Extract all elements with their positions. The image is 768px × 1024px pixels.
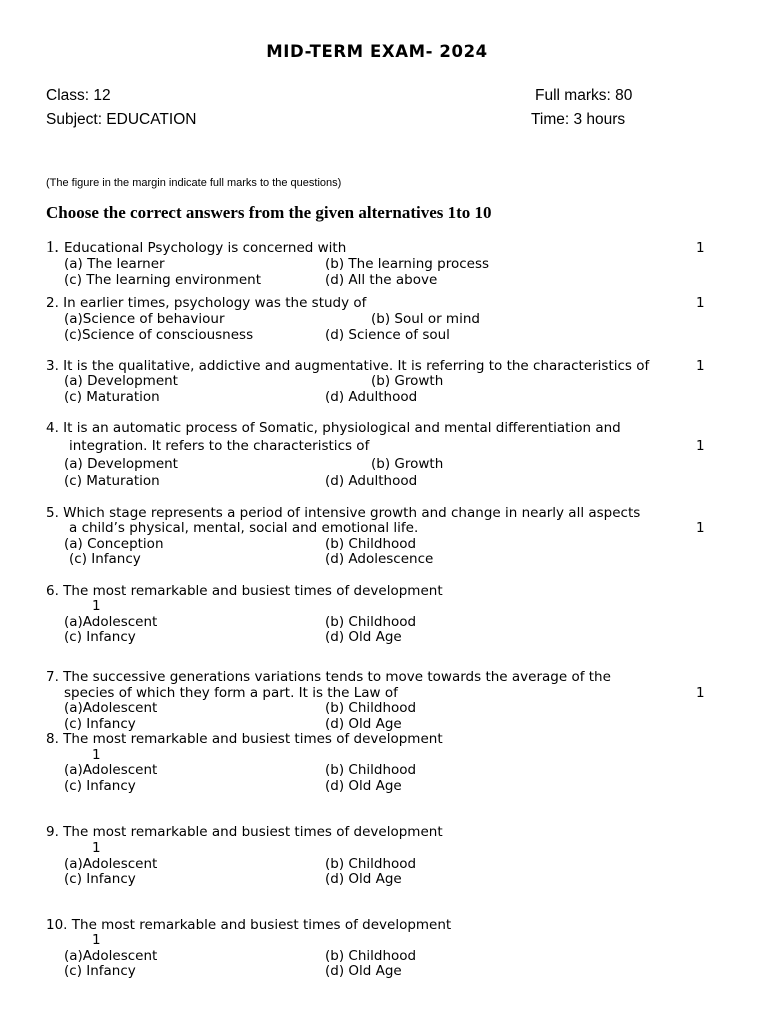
full-marks-label: Full marks: 80 <box>535 87 633 104</box>
option-a: (a)Adolescent <box>64 856 158 872</box>
question-text: 10. The most remarkable and busiest times of development <box>46 917 452 933</box>
page-title: MID-TERM EXAM- 2024 <box>266 42 488 61</box>
question-marks: 1 <box>92 840 101 856</box>
option-b: (b) Childhood <box>325 762 417 778</box>
option-c: (c)Science of consciousness <box>64 327 254 343</box>
option-c: (c) Infancy <box>64 629 136 645</box>
question-marks: 1 <box>696 240 705 256</box>
class-label: Class: 12 <box>46 87 111 104</box>
question-text-continued: a child’s physical, mental, social and emotional life. <box>69 520 419 536</box>
option-a: (a)Adolescent <box>64 700 158 716</box>
option-d: (d) Old Age <box>325 778 402 794</box>
option-a: (a) The learner <box>64 256 165 272</box>
question-marks: 1 <box>92 747 101 763</box>
option-a: (a) Development <box>64 373 178 389</box>
question-marks: 1 <box>696 295 705 311</box>
option-b: (b) Childhood <box>325 948 417 964</box>
question-text: 8. The most remarkable and busiest times of development <box>46 731 443 747</box>
option-a: (a)Science of behaviour <box>64 311 225 327</box>
instruction-heading: Choose the correct answers from the given alternatives 1to 10 <box>46 203 492 222</box>
option-d: (d) Old Age <box>325 963 402 979</box>
option-c: (c) Infancy <box>64 871 136 887</box>
question-text: 6. The most remarkable and busiest times of development <box>46 583 443 599</box>
option-c: (c) Maturation <box>64 473 160 489</box>
question-text-continued: species of which they form a part. It is the Law of <box>64 685 398 701</box>
question-marks: 1 <box>696 358 705 374</box>
option-c: (c) The learning environment <box>64 272 261 288</box>
option-d: (d) Adulthood <box>325 473 418 489</box>
question-text: 2. In earlier times, psychology was the study of <box>46 295 367 311</box>
option-a: (a) Conception <box>64 536 164 552</box>
option-b: (b) The learning process <box>325 256 490 272</box>
time-label: Time: 3 hours <box>531 111 626 128</box>
question-marks: 1 <box>92 932 101 948</box>
option-a: (a)Adolescent <box>64 614 158 630</box>
option-b: (b) Childhood <box>325 614 417 630</box>
option-b: (b) Childhood <box>325 536 417 552</box>
option-b: (b) Growth <box>371 456 444 472</box>
question-text: 3. It is the qualitative, addictive and augmentative. It is referring to the characteristics of <box>46 358 650 374</box>
option-c: (c) Infancy <box>64 778 136 794</box>
option-a: (a)Adolescent <box>64 948 158 964</box>
option-a: (a) Development <box>64 456 178 472</box>
question-text: 5. Which stage represents a period of intensive growth and change in nearly all aspects <box>46 505 641 521</box>
option-b: (b) Childhood <box>325 856 417 872</box>
subject-label: Subject: EDUCATION <box>46 111 197 128</box>
option-b: (b) Growth <box>371 373 444 389</box>
question-text: 4. It is an automatic process of Somatic, physiological and mental differentiation and <box>46 420 621 436</box>
marks-note: (The figure in the margin indicate full marks to the questions) <box>46 177 342 189</box>
question-marks: 1 <box>696 685 705 701</box>
option-d: (d) Old Age <box>325 871 402 887</box>
option-c: (c) Infancy <box>64 716 136 732</box>
option-b: (b) Childhood <box>325 700 417 716</box>
option-d: (d) Adolescence <box>325 551 434 567</box>
option-c: (c) Infancy <box>64 963 136 979</box>
option-d: (d) Science of soul <box>325 327 450 343</box>
question-marks: 1 <box>696 438 705 454</box>
question-number: 1. <box>46 237 59 256</box>
option-d: (d) All the above <box>325 272 438 288</box>
option-c: (c) Infancy <box>69 551 141 567</box>
question-marks: 1 <box>92 598 101 614</box>
option-a: (a)Adolescent <box>64 762 158 778</box>
question-text: 9. The most remarkable and busiest times of development <box>46 824 443 840</box>
option-c: (c) Maturation <box>64 389 160 405</box>
option-b: (b) Soul or mind <box>371 311 480 327</box>
question-text-continued: integration. It refers to the characteristics of <box>69 438 370 454</box>
question-text: 7. The successive generations variations tends to move towards the average of the <box>46 669 611 685</box>
option-d: (d) Adulthood <box>325 389 418 405</box>
option-d: (d) Old Age <box>325 716 402 732</box>
option-d: (d) Old Age <box>325 629 402 645</box>
question-text: Educational Psychology is concerned with <box>64 240 347 256</box>
question-marks: 1 <box>696 520 705 536</box>
